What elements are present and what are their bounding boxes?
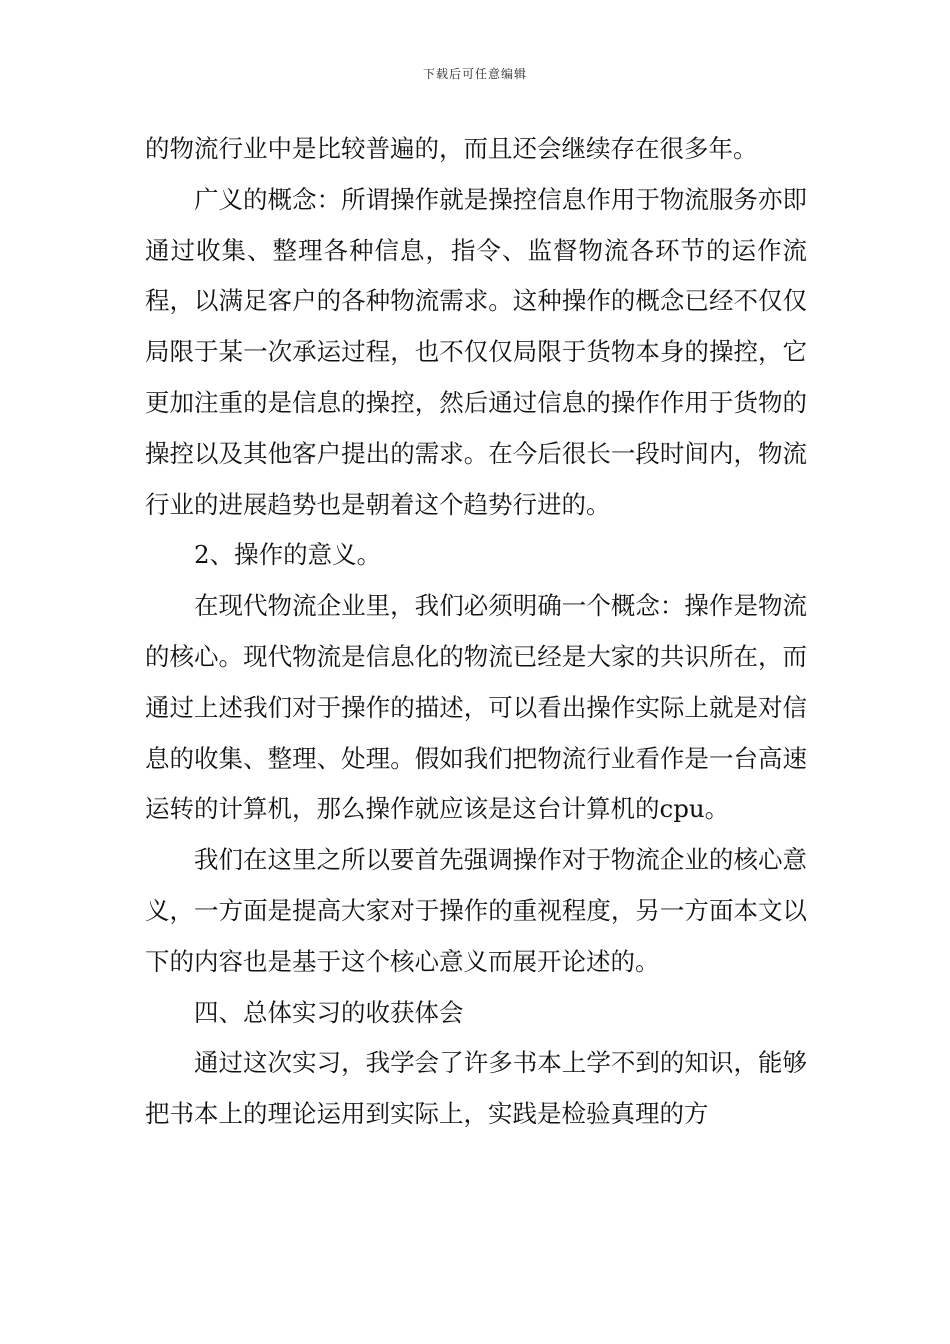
section-heading-significance: 2、操作的意义。 [194, 540, 382, 570]
section-heading-summary: 四、总体实习的收获体会 [194, 997, 464, 1027]
paragraph-broad-concept: 广义的概念：所谓操作就是操控信息作用于物流服务亦即通过收集、整理各种信息，指令、监督物流各环节的运作流程，以满足客户的各种物流需求。这种操作的概念已经不仅仅局限于某一次承运过程，也不仅仅局限于货物本身的操控，它更加注重的是信息的操控，然后通过信息的操作作用于货物的操控以及其他客户提出的需求。在今后很长一段时间内，物流行业的进展趋势也是朝着这个趋势行进的。 [145, 184, 807, 519]
paragraph-internship-gains: 通过这次实习，我学会了许多书本上学不到的知识，能够把书本上的理论运用到实际上，实践是检验真理的方 [145, 1048, 807, 1129]
paragraph-continuation: 的物流行业中是比较普遍的，而且还会继续存在很多年。 [145, 134, 758, 163]
header-note: 下载后可任意编辑 [422, 67, 527, 81]
paragraph-emphasis: 我们在这里之所以要首先强调操作对于物流企业的核心意义，一方面是提高大家对于操作的重视程度，另一方面本文以下的内容也是基于这个核心意义而展开论述的。 [145, 845, 807, 976]
document-body [145, 124, 807, 1140]
paragraph-core-concept: 在现代物流企业里，我们必须明确一个概念：操作是物流的核心。现代物流是信息化的物流已经是大家的共识所在，而通过上述我们对于操作的描述，可以看出操作实际上就是对信息的收集、整理、处理。假如我们把物流行业看作是一台高速运转的计算机，那么操作就应该是这台计算机的cpu。 [145, 591, 807, 824]
